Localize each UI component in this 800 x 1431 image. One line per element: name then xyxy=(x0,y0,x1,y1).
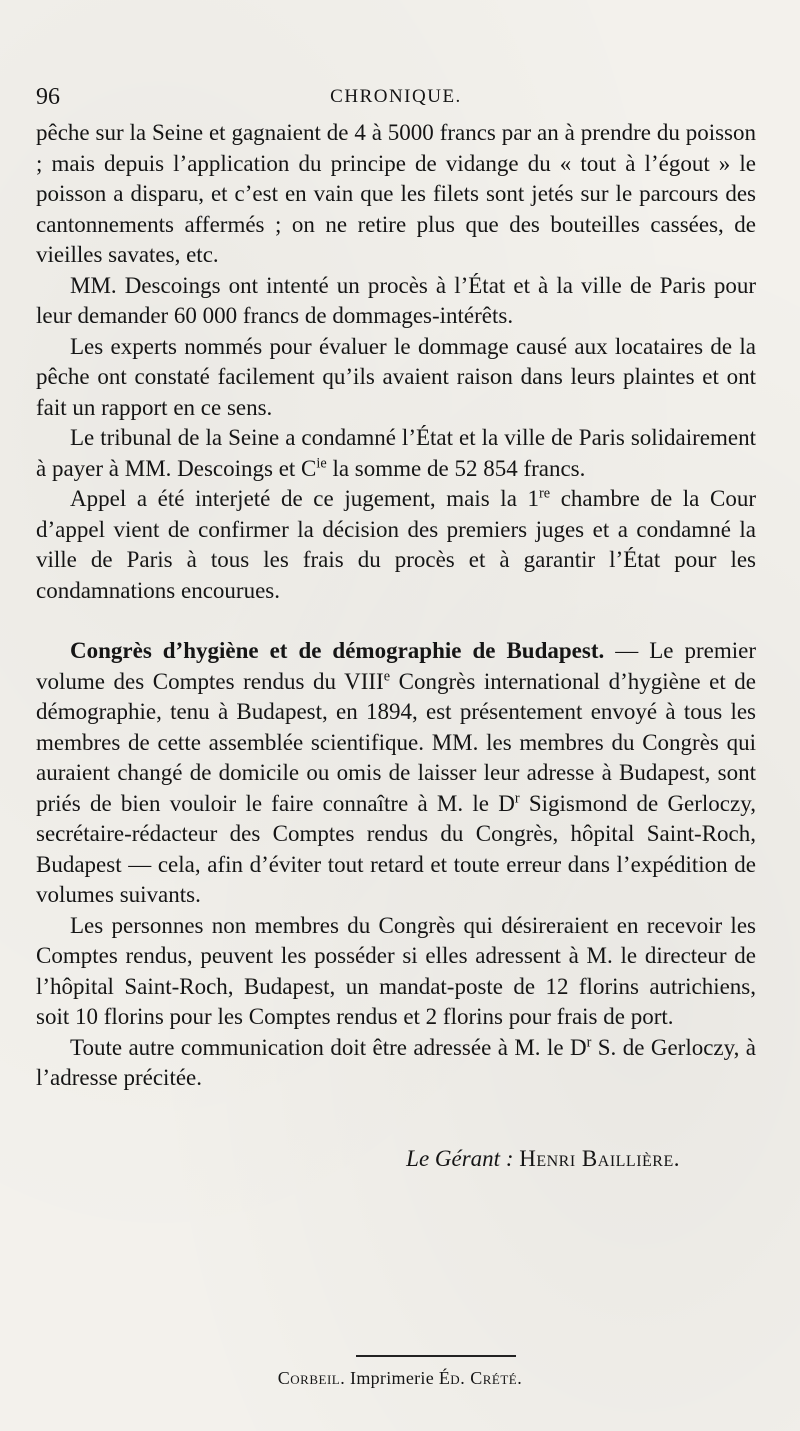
paragraph-non-members: Les personnes non membres du Congrès qui désireraient en recevoir les Comptes rendus, peuvent les posséder si elles adressent à M. le directeur de l’hôpital Saint-Roch, Budapest, un mandat-poste de 12 florins autrichiens, soit 10 florins pour les Comptes rendus et 2 florins pour frais de port. xyxy=(36,912,756,1029)
paragraph-tribunal: Le tribunal de la Seine a condamné l’État et la ville de Paris solidairement à payer à MM. Descoings et $C^{ie}$ la somme de 52 854 francs. xyxy=(36,425,756,481)
signature-label: Le Gérant : xyxy=(406,1145,514,1171)
paragraph-congress: Congrès d’hygiène et de démographie de Budapest. — Le premier volume des Comptes rendus du VIIIe Congrès international d’hygiène et de démographie, tenu à Budapest, en 1894, est présentement envoyé à tous les membres de cette assemblée scientifique. MM. les membres du Congrès qui auraient changé de domicile ou omis de laisser leur adresse à Budapest, sont priés de bien vouloir le faire connaître à M. le $D^r$ Sigismond de Gerloczy, secrétaire-rédacteur des Comptes rendus du Congrès, hôpital Saint-Roch, Budapest — cela, afin d’éviter tout retard et toute erreur dans l’expédition de volumes suivants. xyxy=(36,638,757,907)
running-title: CHRONIQUE. xyxy=(330,86,462,107)
colophon-city: Corbeil. xyxy=(277,1368,346,1388)
paragraph-appeal: Appel a été interjeté de ce jugement, mais la 1re chambre de la Cour d’appel vient de confirmer la décision des premiers juges et a condamné la ville de Paris à tous les frais du procès et à garantir l’État pour les condamnations encourues. xyxy=(36,485,756,603)
article-body xyxy=(36,118,756,1094)
colophon-text: Imprimerie xyxy=(345,1368,439,1388)
paragraph-experts: Les experts nommés pour évaluer le dommage causé aux locataires de la pêche ont constaté facilement qu’ils avaient raison dans leurs plaintes et ont fait un rapport en ce sens. xyxy=(36,333,756,420)
colophon xyxy=(0,1368,800,1389)
signature-name: Henri Baillière. xyxy=(519,1145,680,1171)
paragraph-lawsuit: MM. Descoings ont intenté un procès à l’État et à la ville de Paris pour leur demander 60 000 francs de dommages-intérêts. xyxy=(36,272,756,328)
paragraph-communication: Toute autre communication doit être adressée à M. le $D^r$ S. de Gerloczy, à l’adresse précitée. xyxy=(36,1033,757,1090)
page-number: 96 xyxy=(36,84,60,110)
running-head xyxy=(36,78,756,118)
colophon-rule xyxy=(356,1355,516,1357)
section-heading: Congrès d’hygiène et de démographie de Budapest. xyxy=(70,638,605,663)
signature xyxy=(36,1146,756,1172)
colophon-printer: Éd. Crété. xyxy=(438,1368,523,1388)
section-gap xyxy=(36,606,756,636)
paragraph-continuation: pêche sur la Seine et gagnaient de 4 à 5000 francs par an à prendre du poisson ; mais depuis l’application du principe de vidange du « tout à l’égout » le poisson a disparu, et c’est en vain que les filets sont jetés sur le parcours des cantonnements affermés ; on ne retire plus que des bouteilles cassées, de vieilles savates, etc. xyxy=(36,120,756,267)
